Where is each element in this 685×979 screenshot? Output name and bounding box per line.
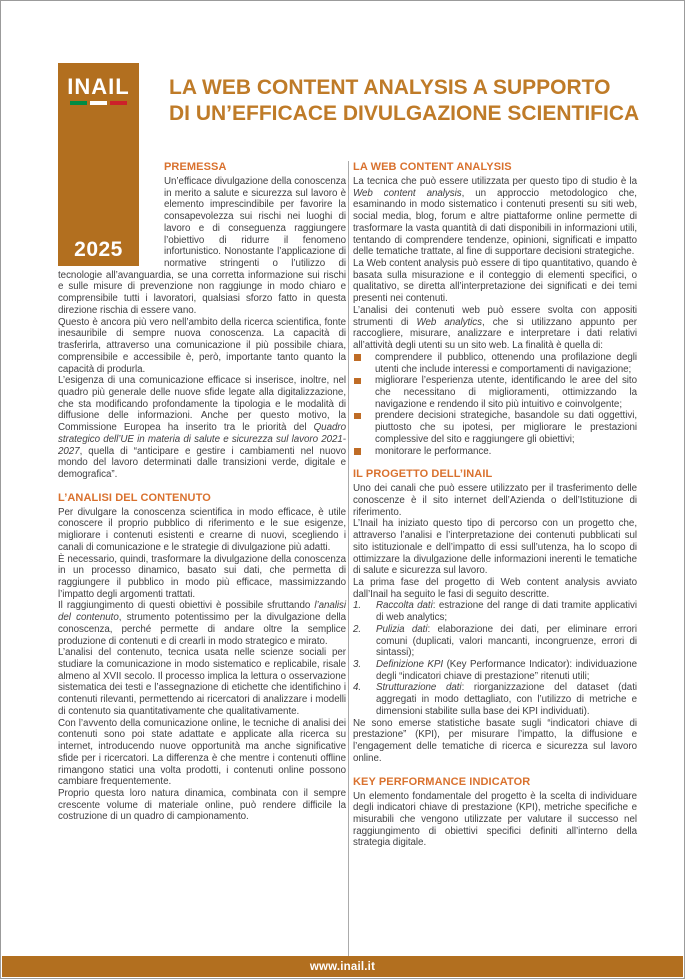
numbered-text: Raccolta dati: estrazione del range di dati tramite applicativi di web analytics; <box>376 600 638 624</box>
item-number: 1. <box>353 600 362 612</box>
right-column <box>353 150 637 849</box>
content-columns <box>58 150 637 849</box>
flag-white-segment <box>90 101 107 105</box>
paragraph: L’analisi del contenuto, tecnica usata nelle scienze sociali per studiare la comunicazione in modo sistematico e replicabile, risale almeno al XVII secolo. Il processo implica la lettura o osservazione sistematica dei testi e l’assegnazione di etichette che identifichino i contenuti rilevanti, permettendo ai ricercatori di analizzare i modelli di contenuto sia quantitativamente che qualitativamente. <box>58 647 346 717</box>
paragraph: L’esigenza di una comunicazione efficace si inserisce, inoltre, nel quadro più generale delle nuove sfide legate alla digitalizzazione, che sta modificando profondamente la tipologia e le modalità di diffusione delle informazioni. Anche per questo motivo, la Commissione Europea ha inserito tra le priorità del Quadro strategico dell’UE in materia di salute e sicurezza sul lavoro 2021-2027, quella di “anticipare e gestire i cambiamenti nel nuovo mondo del lavoro determinati dalle transizioni verde, digitale e demografica”. <box>58 375 346 480</box>
footer-bar <box>2 956 683 977</box>
bullet-item <box>353 352 637 375</box>
bullet-square-icon <box>354 378 361 385</box>
italic-text: Raccolta dati <box>376 600 433 612</box>
inail-logo <box>67 76 129 105</box>
bullet-item <box>353 410 637 445</box>
numbered-text: Strutturazione dati: riorganizzazione del dataset (dati aggregati in modo dettagliato, con l’utilizzo di metriche e dimensioni stabilite sulla base dei KPI individuati). <box>376 682 637 717</box>
section-heading: LA WEB CONTENT ANALYSIS <box>353 161 512 173</box>
item-number: 2. <box>353 623 362 635</box>
bullet-square-icon <box>354 413 361 420</box>
numbered-item <box>353 624 637 659</box>
bullet-item <box>353 375 637 410</box>
paragraph: Per divulgare la conoscenza scientifica in modo efficace, è utile conoscere il proprio pubblico di riferimento e le sue esigenze, migliorare i contenuti esistenti e crearne di nuovi, scegliendo i canali di comunicazione e le strategie di divulgazione più adatti. <box>58 506 346 553</box>
item-number: 4. <box>353 682 362 694</box>
italic-text: Definizione KPI <box>376 659 444 671</box>
paragraph: La prima fase del progetto di Web content analysis avviato dall’Inail ha seguito le fasi di seguito descritte. <box>353 577 637 600</box>
document-title <box>169 75 649 127</box>
left-column <box>58 150 346 849</box>
paragraph: Ne sono emerse statistiche basate sugli “indicatori chiave di prestazione” (KPI), per misurare l’impatto, la diffusione e l’engagement delle tematiche di ricerca e sicurezza sul lavoro online. <box>353 717 637 764</box>
inail-logo-text: INAIL <box>67 74 130 99</box>
italic-text: Strutturazione dati <box>376 682 462 694</box>
italic-text: Quadro strategico dell’UE in materia di salute e sicurezza sul lavoro 2021-2027 <box>58 422 346 457</box>
text-wrap-spacer <box>58 150 164 266</box>
italian-flag-icon <box>70 101 126 105</box>
year-label: 2025 <box>74 238 123 261</box>
italic-text: Web content analysis <box>353 187 462 199</box>
paragraph: È necessario, quindi, trasformare la divulgazione della conoscenza in un processo dinamico, basato sui dati, che permetta di raggiungere il pubblico in modo più efficace, massimizzando l’impatto degli argomenti trattati. <box>58 553 346 600</box>
document-title-line1: LA WEB CONTENT ANALYSIS A SUPPORTO <box>169 76 611 99</box>
paragraph: Con l’avvento della comunicazione online, le tecniche di analisi dei contenuti sono poi state adattate e applicate alla ricerca su internet, introducendo nuove opportunità ma anche significative sfide per i ricercatori. La differenza è che mentre i contenuti offline rimangono statici una volta prodotti, i contenuti online possono cambiare frequentemente. <box>58 717 346 788</box>
numbered-item <box>353 682 637 717</box>
bullet-text: monitorare le performance. <box>375 445 492 457</box>
section-heading: IL PROGETTO DELL’INAIL <box>353 468 493 481</box>
flag-red-segment <box>110 101 127 105</box>
numbered-text: Pulizia dati: elaborazione dei dati, per eliminare errori comuni (duplicati, valori mancanti, incongruenze, errori di sintassi); <box>376 623 638 659</box>
paragraph: L’Inail ha iniziato questo tipo di percorso con un progetto che, attraverso l’analisi e l’interpretazione dei contenuti pubblicati sul sito istituzionale e dell’impatto di essi sull’utenza, ha lo scopo di ottimizzare la divulgazione delle informazioni inerenti le tematiche di salute e sicurezza sul lavoro. <box>353 518 637 577</box>
bullet-text: comprendere il pubblico, ottenendo una profilazione degli utenti che include interessi e comportamenti di navigazione; <box>375 351 637 375</box>
section-heading: PREMESSA <box>164 161 227 173</box>
italic-text: Web analytics <box>416 316 483 328</box>
italic-text: Pulizia dati <box>376 623 428 635</box>
section-heading: L’ANALISI DEL CONTENUTO <box>58 491 211 504</box>
paragraph: Un elemento fondamentale del progetto è la scelta di individuare degli indicatori chiave di prestazione (KPI), metriche specifiche e misurabili che vengono utilizzate per valutare il successo nel raggiungimento di obiettivi specifici definiti all’interno della strategia digitale. <box>353 790 637 849</box>
paragraph: La Web content analysis può essere di tipo quantitativo, quando è basata sulla misurazione e il conteggio di elementi specifici, o qualitativo, se diretta all’interpretazione dei significati e dei temi presenti nei contenuti. <box>353 258 637 305</box>
numbered-text: Definizione KPI (Key Performance Indicator): individuazione degli “indicatori chiave di prestazione” ritenuti utili; <box>376 659 637 682</box>
flag-green-segment <box>70 101 87 105</box>
paragraph: La tecnica che può essere utilizzata per questo tipo di studio è la Web content analysis, un approccio metodologico che, esaminando in modo sistematico i contenuti presenti su siti web, social media, blog, forum e altre piattaforme online permette di trasformare la vasta quantità di dati disponibili in informazioni utili, tentando di comprendere tendenze, opinioni, significati e impatto delle tematiche trattate, al fine di supportare decisioni strategiche. <box>353 176 637 258</box>
paragraph: Proprio questa loro natura dinamica, combinata con il sempre crescente volume di materiale online, può rendere difficile la costruzione di un quadro di campionamento. <box>58 787 346 823</box>
bullet-text: migliorare l’esperienza utente, identificando le aree del sito che necessitano di miglioramenti, ottimizzando la navigazione e rendendo il sito più intuitivo e coinvolgente; <box>375 375 637 410</box>
paragraph: Il raggiungimento di questi obiettivi è possibile sfruttando l’analisi del contenuto, strumento potentissimo per la divulgazione della conoscenza, perché permette di andare oltre la semplice produzione di contenuti e di crearli in modo strategico e mirato. <box>58 600 346 647</box>
document-title-line2: DI UN’EFFICACE DIVULGAZIONE SCIENTIFICA <box>169 102 640 125</box>
paragraph: Uno dei canali che può essere utilizzato per il trasferimento delle conoscenze è il sito internet dell’Azienda o dell’Istituzione di riferimento. <box>353 483 637 518</box>
bullet-item <box>353 446 637 458</box>
section-heading: KEY PERFORMANCE INDICATOR <box>353 775 531 788</box>
paragraph: L’analisi dei contenuti web può essere svolta con appositi strumenti di Web analytics, che si utilizzano appunto per raccogliere, misurare, analizzare e interpretare i dati relativi all’attività degli utenti su un sito web. La finalità è quella di: <box>353 304 637 352</box>
numbered-item <box>353 600 637 623</box>
numbered-item <box>353 659 637 682</box>
item-number: 3. <box>353 659 362 671</box>
italic-text: l’analisi del contenuto <box>58 600 346 624</box>
bullet-square-icon <box>354 448 361 455</box>
bullet-text: prendere decisioni strategiche, basandole su dati oggettivi, piuttosto che su ipotesi, per migliorare le prestazioni complessive del sito e raggiungere gli obiettivi; <box>375 410 637 445</box>
bullet-square-icon <box>354 354 361 361</box>
footer-url: www.inail.it <box>309 960 376 973</box>
paragraph: Un’efficace divulgazione della conoscenza in merito a salute e sicurezza sul lavoro è elemento imprescindibile per favorire la consapevolezza sui rischi nei luoghi di lavoro e di conseguenza raggiungere l’obiettivo di ridurre il fenomeno infortunistico. Nonostante l’applicazione di normative stringenti o l’utilizzo di tecnologie all’avanguardia, se una corretta informazione sui rischi e sulle misure di prevenzione non raggiunge in modo chiaro e comprensibile tutti i lavoratori, qualsiasi sforzo fatto in questa direzione rischia di essere vano. <box>58 176 346 316</box>
paragraph: Questo è ancora più vero nell’ambito della ricerca scientifica, fonte inesauribile di sempre nuova conoscenza. La capacità di trasferirla, attraverso una comunicazione il più possibile chiara, comprensibile e accessibile è, però, importante tanto quanto la capacità di produrla. <box>58 316 346 375</box>
